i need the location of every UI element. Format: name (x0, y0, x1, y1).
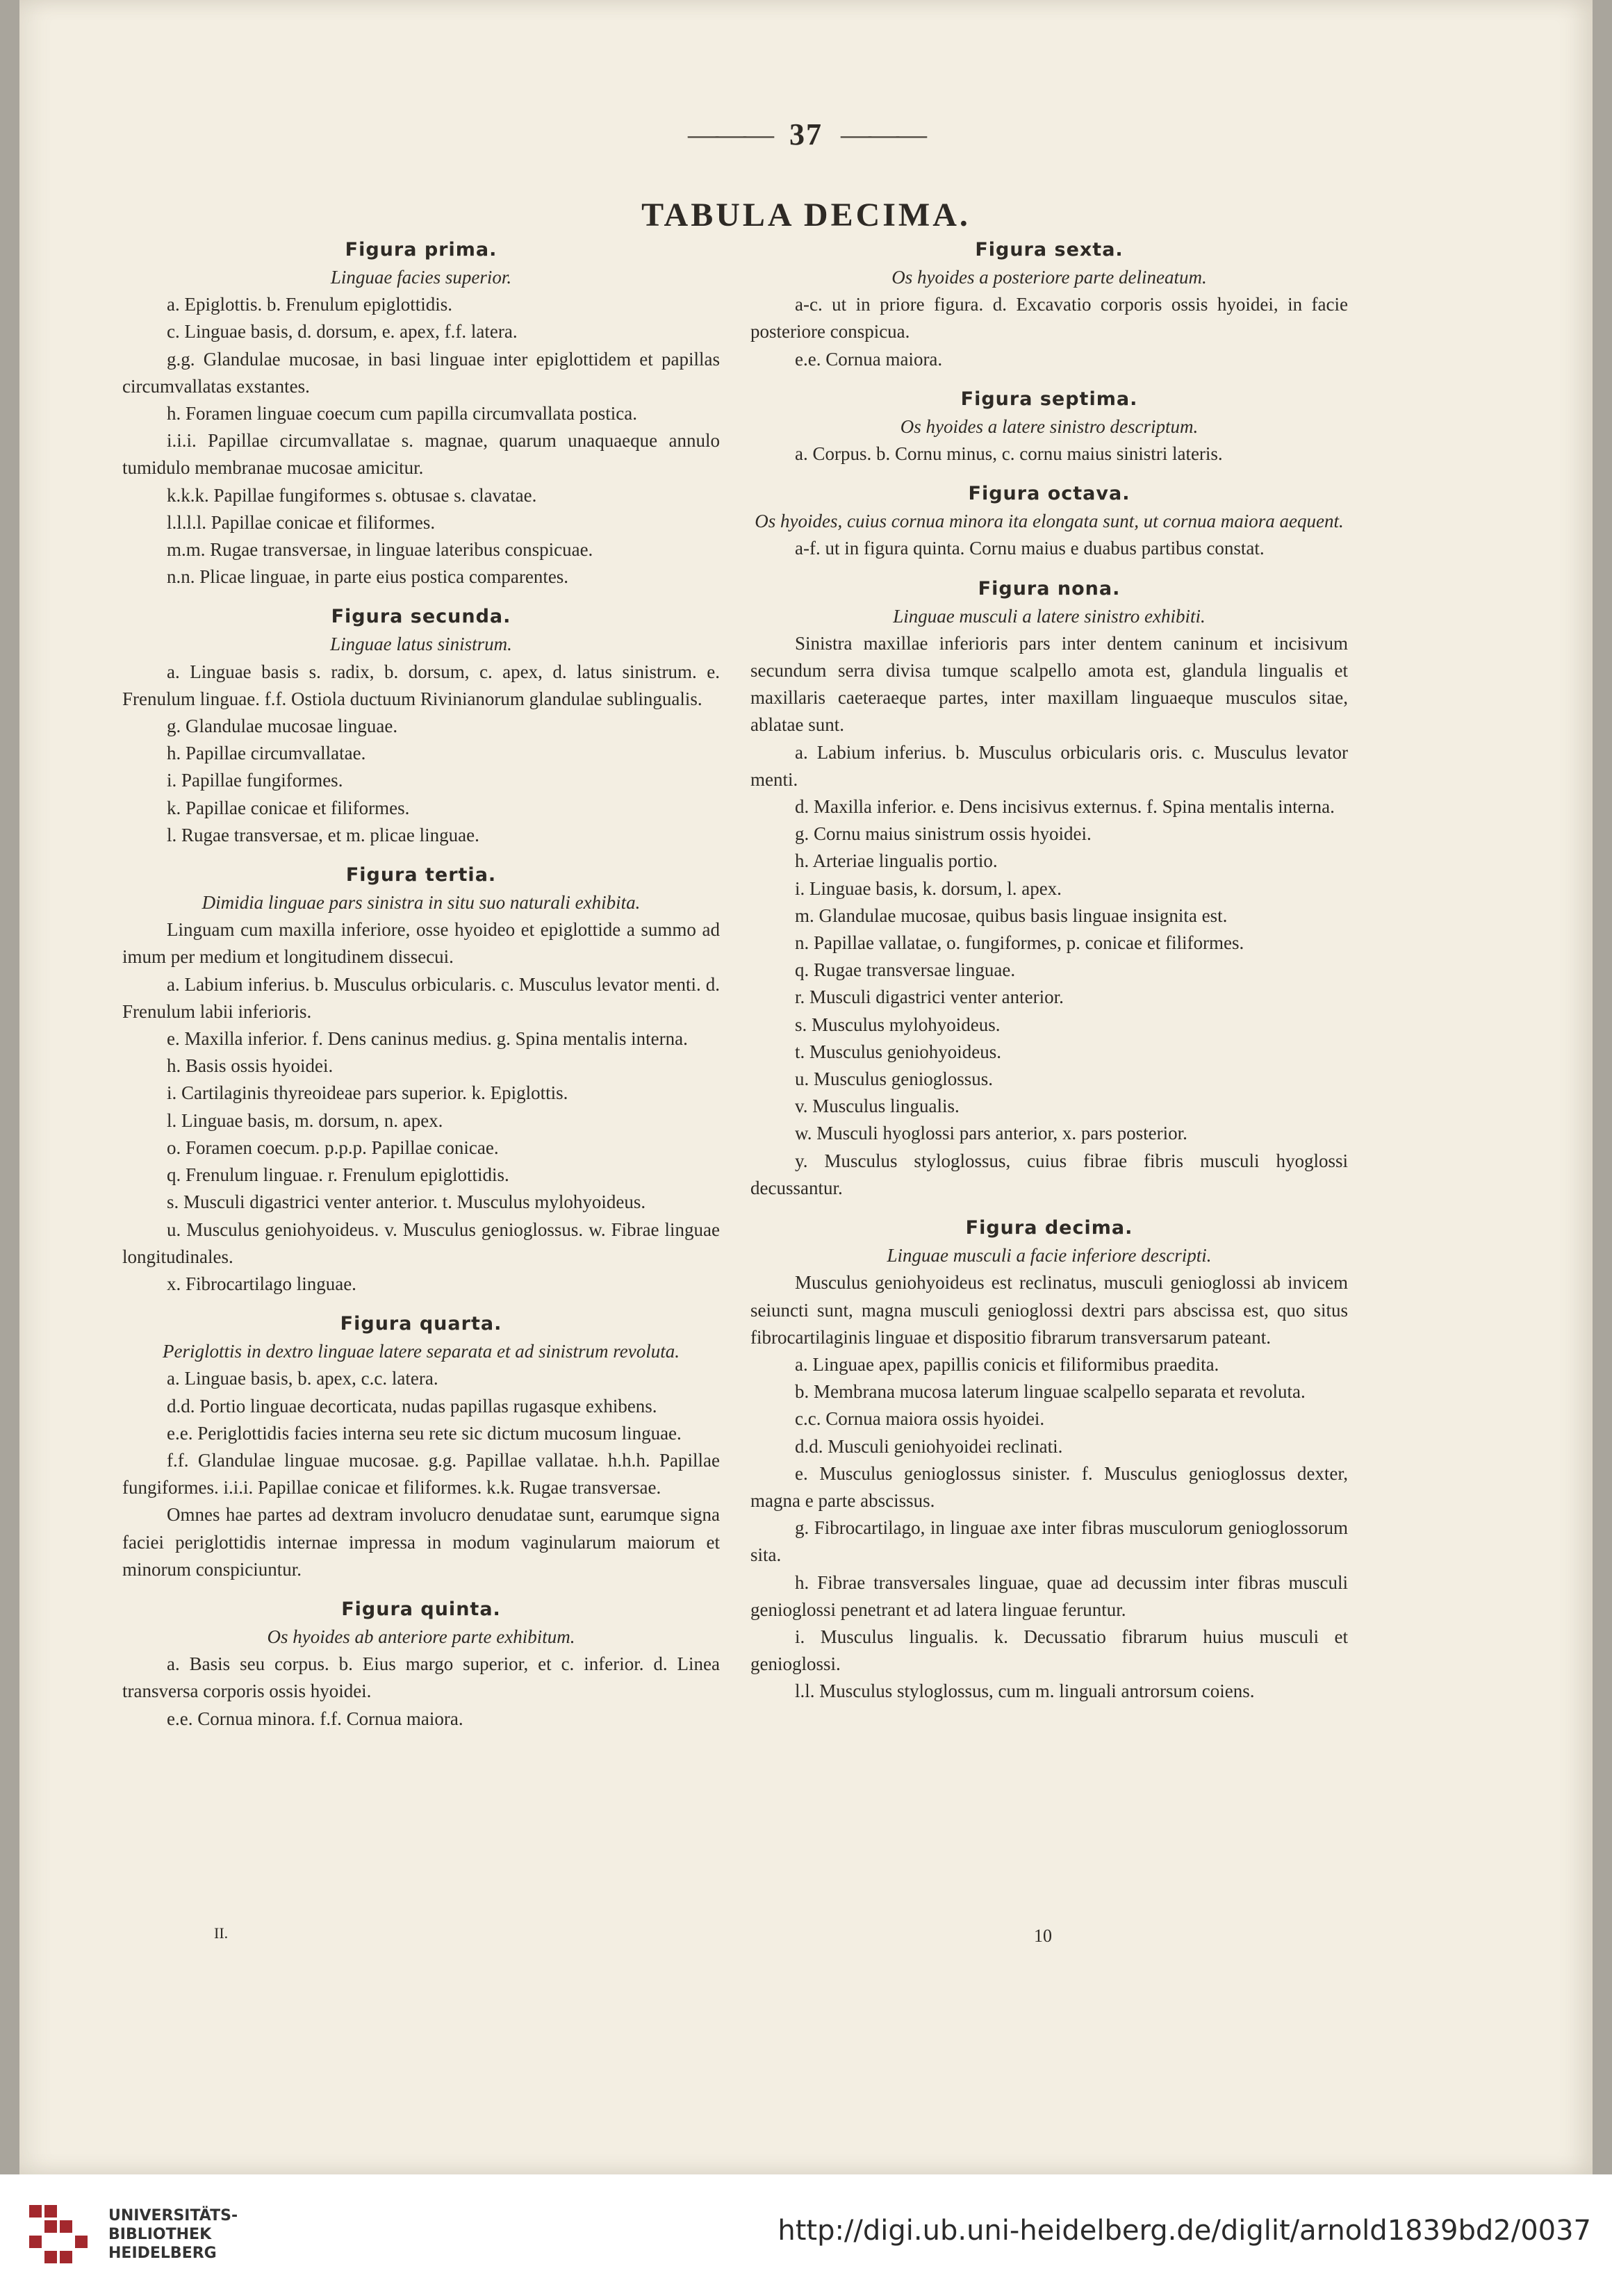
legend-entry: a. Corpus. b. Cornu minus, c. cornu maius sinistri lateris. (795, 443, 1223, 465)
figure-title: Figura octava. (968, 483, 1130, 505)
figure-subtitle: Linguae musculi a facie inferiore descripti. (887, 1245, 1212, 1266)
legend-entry: n.n. Plicae linguae, in parte eius postica comparentes. (167, 566, 569, 588)
legend-entry: g.g. Glandulae mucosae, in basi linguae inter epiglottidem et papillas circumvallatas exstantes. (122, 348, 720, 397)
legend-entry: Omnes hae partes ad dextram involucro denudatae sunt, earumque signa faciei periglottidis internae impressa in modum vaginularum maiorum et minorum conspiciuntur. (122, 1504, 720, 1580)
legend-entry: x. Fibrocartilago linguae. (167, 1273, 356, 1294)
legend-entry: u. Musculus geniohyoideus. v. Musculus genioglossus. w. Fibrae linguae longitudinales. (122, 1219, 720, 1267)
legend-entry: h. Fibrae transversales linguae, quae ad decussim inter fibras musculi genioglossi penetrant et ad latera linguae feruntur. (750, 1571, 1348, 1620)
section-gap (750, 1202, 1348, 1214)
section-gap (750, 468, 1348, 480)
page-number (19, 117, 1593, 152)
legend-entry: e.e. Cornua minora. f.f. Cornua maiora. (167, 1708, 463, 1729)
legend-entry: a-f. ut in figura quinta. Cornu maius e duabus partibus constat. (795, 538, 1265, 559)
legend-entry: d.d. Portio linguae decorticata, nudas papillas rugasque exhibens. (167, 1395, 657, 1417)
legend-entry: i. Papillae fungiformes. (167, 770, 343, 791)
legend-entry: a. Labium inferius. b. Musculus orbicularis oris. c. Musculus levator menti. (750, 741, 1348, 790)
legend-entry: y. Musculus styloglossus, cuius fibrae fibris musculi hyoglossi decussantur. (750, 1150, 1348, 1198)
legend-entry: l.l.l.l. Papillae conicae et filiformes. (167, 511, 436, 533)
legend-entry: q. Rugae transversae linguae. (795, 959, 1016, 981)
legend-entry: c.c. Cornua maiora ossis hyoidei. (795, 1408, 1045, 1430)
figure-subtitle: Os hyoides, cuius cornua minora ita elongata sunt, ut cornua maiora aequent. (755, 511, 1344, 532)
signature-mark: II. (214, 1924, 229, 1942)
legend-entry: g. Fibrocartilago, in linguae axe inter fibras musculorum genioglossorum sita. (750, 1517, 1348, 1566)
legend-entry: e. Musculus genioglossus sinister. f. Musculus genioglossus dexter, magna e parte abscissus. (750, 1462, 1348, 1511)
legend-entry: i. Linguae basis, k. dorsum, l. apex. (795, 877, 1062, 899)
figure-title: Figura sexta. (975, 239, 1124, 261)
library-logo-icon (25, 2205, 94, 2268)
section-gap (122, 849, 720, 861)
rule-left: ——— (688, 117, 771, 151)
figure-title: Figura quinta. (341, 1598, 501, 1620)
legend-entry: s. Musculi digastrici venter anterior. t. Musculus mylohyoideus. (167, 1191, 646, 1213)
legend-entry: l. Rugae transversae, et m. plicae linguae. (167, 824, 479, 845)
legend-entry: a-c. ut in priore figura. d. Excavatio corporis ossis hyoidei, in facie posteriore conspicua. (750, 294, 1348, 342)
legend-entry: Linguam cum maxilla inferiore, osse hyoideo et epiglottide a summo ad imum per medium et longitudinem dissecui. (122, 919, 720, 968)
legend-entry: k.k.k. Papillae fungiformes s. obtusae s. clavatae. (167, 484, 537, 506)
legend-entry: o. Foramen coecum. p.p.p. Papillae conicae. (167, 1137, 499, 1158)
section-gap (750, 373, 1348, 386)
scanned-page (19, 0, 1593, 2174)
library-name-line-1: UNIVERSITÄTS- (108, 2207, 238, 2224)
legend-entry: m. Glandulae mucosae, quibus basis linguae insignita est. (795, 905, 1228, 926)
section-gap (122, 590, 720, 603)
library-name-line-2: BIBLIOTHEK (108, 2226, 212, 2243)
legend-entry: i. Musculus lingualis. k. Decussatio fibrarum huius musculi et genioglossi. (750, 1626, 1348, 1675)
section-gap (750, 563, 1348, 575)
legend-entry: d. Maxilla inferior. e. Dens incisivus externus. f. Spina mentalis interna. (795, 796, 1335, 818)
legend-entry: a. Linguae basis, b. apex, c.c. latera. (167, 1368, 438, 1389)
figure-subtitle: Linguae musculi a latere sinistro exhibiti. (893, 605, 1206, 627)
legend-entry: a. Basis seu corpus. b. Eius margo superior, et c. inferior. d. Linea transversa corporis ossis hyoidei. (122, 1653, 720, 1702)
section-gap (122, 1583, 720, 1596)
legend-entry: i.i.i. Papillae circumvallatae s. magnae, quarum unaquaeque annulo tumidulo membranae mucosae amicitur. (122, 430, 720, 479)
legend-entry: l.l. Musculus styloglossus, cum m. linguali antrorsum coiens. (795, 1680, 1255, 1702)
legend-entry: d.d. Musculi geniohyoidei reclinati. (795, 1435, 1063, 1457)
legend-entry: a. Epiglottis. b. Frenulum epiglottidis. (167, 294, 452, 315)
legend-entry: Musculus geniohyoideus est reclinatus, musculi genioglossi ab invicem seiuncti sunt, magna musculi genioglossi dextri pars abscissa est, quo situs fibrocartilaginis linguae et dispositio fibrarum transversarum pateant. (750, 1272, 1348, 1348)
page-number-text: 37 (789, 117, 823, 151)
legend-entry: h. Arteriae lingualis portio. (795, 850, 998, 872)
figure-subtitle: Os hyoides ab anteriore parte exhibitum. (267, 1626, 575, 1647)
legend-entry: h. Papillae circumvallatae. (167, 743, 366, 764)
legend-entry: Sinistra maxillae inferioris pars inter dentem caninum et incisivum secundum serra divisa tumque scalpello amota est, glandula lingualis et maxillaris caeteraeque partes, inter maxillam linguaeque musculos sitae, ablatae sunt. (750, 632, 1348, 736)
legend-entry: v. Musculus lingualis. (795, 1096, 960, 1117)
figure-title: Figura septima. (960, 388, 1138, 410)
legend-entry: a. Linguae apex, papillis conicis et filiformibus praedita. (795, 1353, 1219, 1375)
legend-entry: i. Cartilaginis thyreoideae pars superior. k. Epiglottis. (167, 1082, 568, 1104)
legend-entry: w. Musculi hyoglossi pars anterior, x. pars posterior. (795, 1123, 1187, 1144)
catchword: 10 (1034, 1926, 1052, 1946)
right-column (750, 236, 1348, 1706)
figure-subtitle: Os hyoides a latere sinistro descriptum. (900, 415, 1199, 437)
rule-right: ——— (841, 117, 924, 151)
legend-entry: a. Labium inferius. b. Musculus orbicularis. c. Musculus levator menti. d. Frenulum labii inferioris. (122, 973, 720, 1022)
legend-entry: e.e. Cornua maiora. (795, 348, 943, 370)
section-gap (122, 1298, 720, 1310)
library-name-line-3: HEIDELBERG (108, 2245, 217, 2262)
legend-entry: a. Linguae basis s. radix, b. dorsum, c. apex, d. latus sinistrum. e. Frenulum linguae. f.f. Ostiola ductuum Rivinianorum glandulae sublingualis. (122, 661, 720, 709)
footer-bar (0, 2174, 1612, 2296)
permalink-url[interactable]: http://digi.ub.uni-heidelberg.de/diglit/arnold1839bd2/0037 (778, 2215, 1591, 2247)
legend-entry: h. Foramen linguae coecum cum papilla circumvallata postica. (167, 403, 638, 424)
legend-entry: e.e. Periglottidis facies interna seu rete sic dictum mucosum linguae. (167, 1422, 682, 1444)
legend-entry: c. Linguae basis, d. dorsum, e. apex, f.f. latera. (167, 321, 518, 342)
legend-entry: m.m. Rugae transversae, in linguae lateribus conspicuae. (167, 539, 593, 561)
library-name (108, 2206, 238, 2263)
figure-title: Figura tertia. (345, 864, 497, 886)
legend-entry: f.f. Glandulae linguae mucosae. g.g. Papillae vallatae. h.h.h. Papillae fungiformes. i.i.i. Papillae conicae et filiformes. k.k. Rugae transversae. (122, 1449, 720, 1498)
legend-entry: h. Basis ossis hyoidei. (167, 1055, 334, 1077)
figure-title: Figura secunda. (331, 606, 511, 628)
legend-entry: s. Musculus mylohyoideus. (795, 1014, 1001, 1035)
figure-title: Figura quarta. (340, 1313, 502, 1335)
legend-entry: g. Glandulae mucosae linguae. (167, 716, 398, 737)
figure-title: Figura decima. (965, 1217, 1133, 1239)
figure-subtitle: Linguae latus sinistrum. (330, 634, 512, 655)
figure-title: Figura prima. (345, 239, 497, 261)
legend-entry: u. Musculus genioglossus. (795, 1068, 994, 1090)
legend-entry: g. Cornu maius sinistrum ossis hyoidei. (795, 823, 1092, 845)
legend-entry: b. Membrana mucosa laterum linguae scalpello separata et revoluta. (795, 1381, 1306, 1403)
figure-subtitle: Linguae facies superior. (330, 267, 512, 288)
figure-subtitle: Os hyoides a posteriore parte delineatum. (891, 267, 1207, 288)
legend-entry: l. Linguae basis, m. dorsum, n. apex. (167, 1109, 443, 1131)
legend-entry: q. Frenulum linguae. r. Frenulum epiglottidis. (167, 1164, 509, 1186)
legend-entry: t. Musculus geniohyoideus. (795, 1041, 1001, 1062)
figure-subtitle: Dimidia linguae pars sinistra in situ suo naturali exhibita. (202, 892, 641, 914)
legend-entry: e. Maxilla inferior. f. Dens caninus medius. g. Spina mentalis interna. (167, 1028, 688, 1050)
figure-title: Figura nona. (978, 577, 1121, 600)
plate-title: TABULA DECIMA. (641, 197, 971, 233)
figure-subtitle: Periglottis in dextro linguae latere separata et ad sinistrum revoluta. (163, 1341, 680, 1362)
left-column (122, 236, 720, 1733)
legend-entry: r. Musculi digastrici venter anterior. (795, 986, 1064, 1008)
legend-entry: k. Papillae conicae et filiformes. (167, 797, 410, 818)
legend-entry: n. Papillae vallatae, o. fungiformes, p. conicae et filiformes. (795, 932, 1244, 954)
